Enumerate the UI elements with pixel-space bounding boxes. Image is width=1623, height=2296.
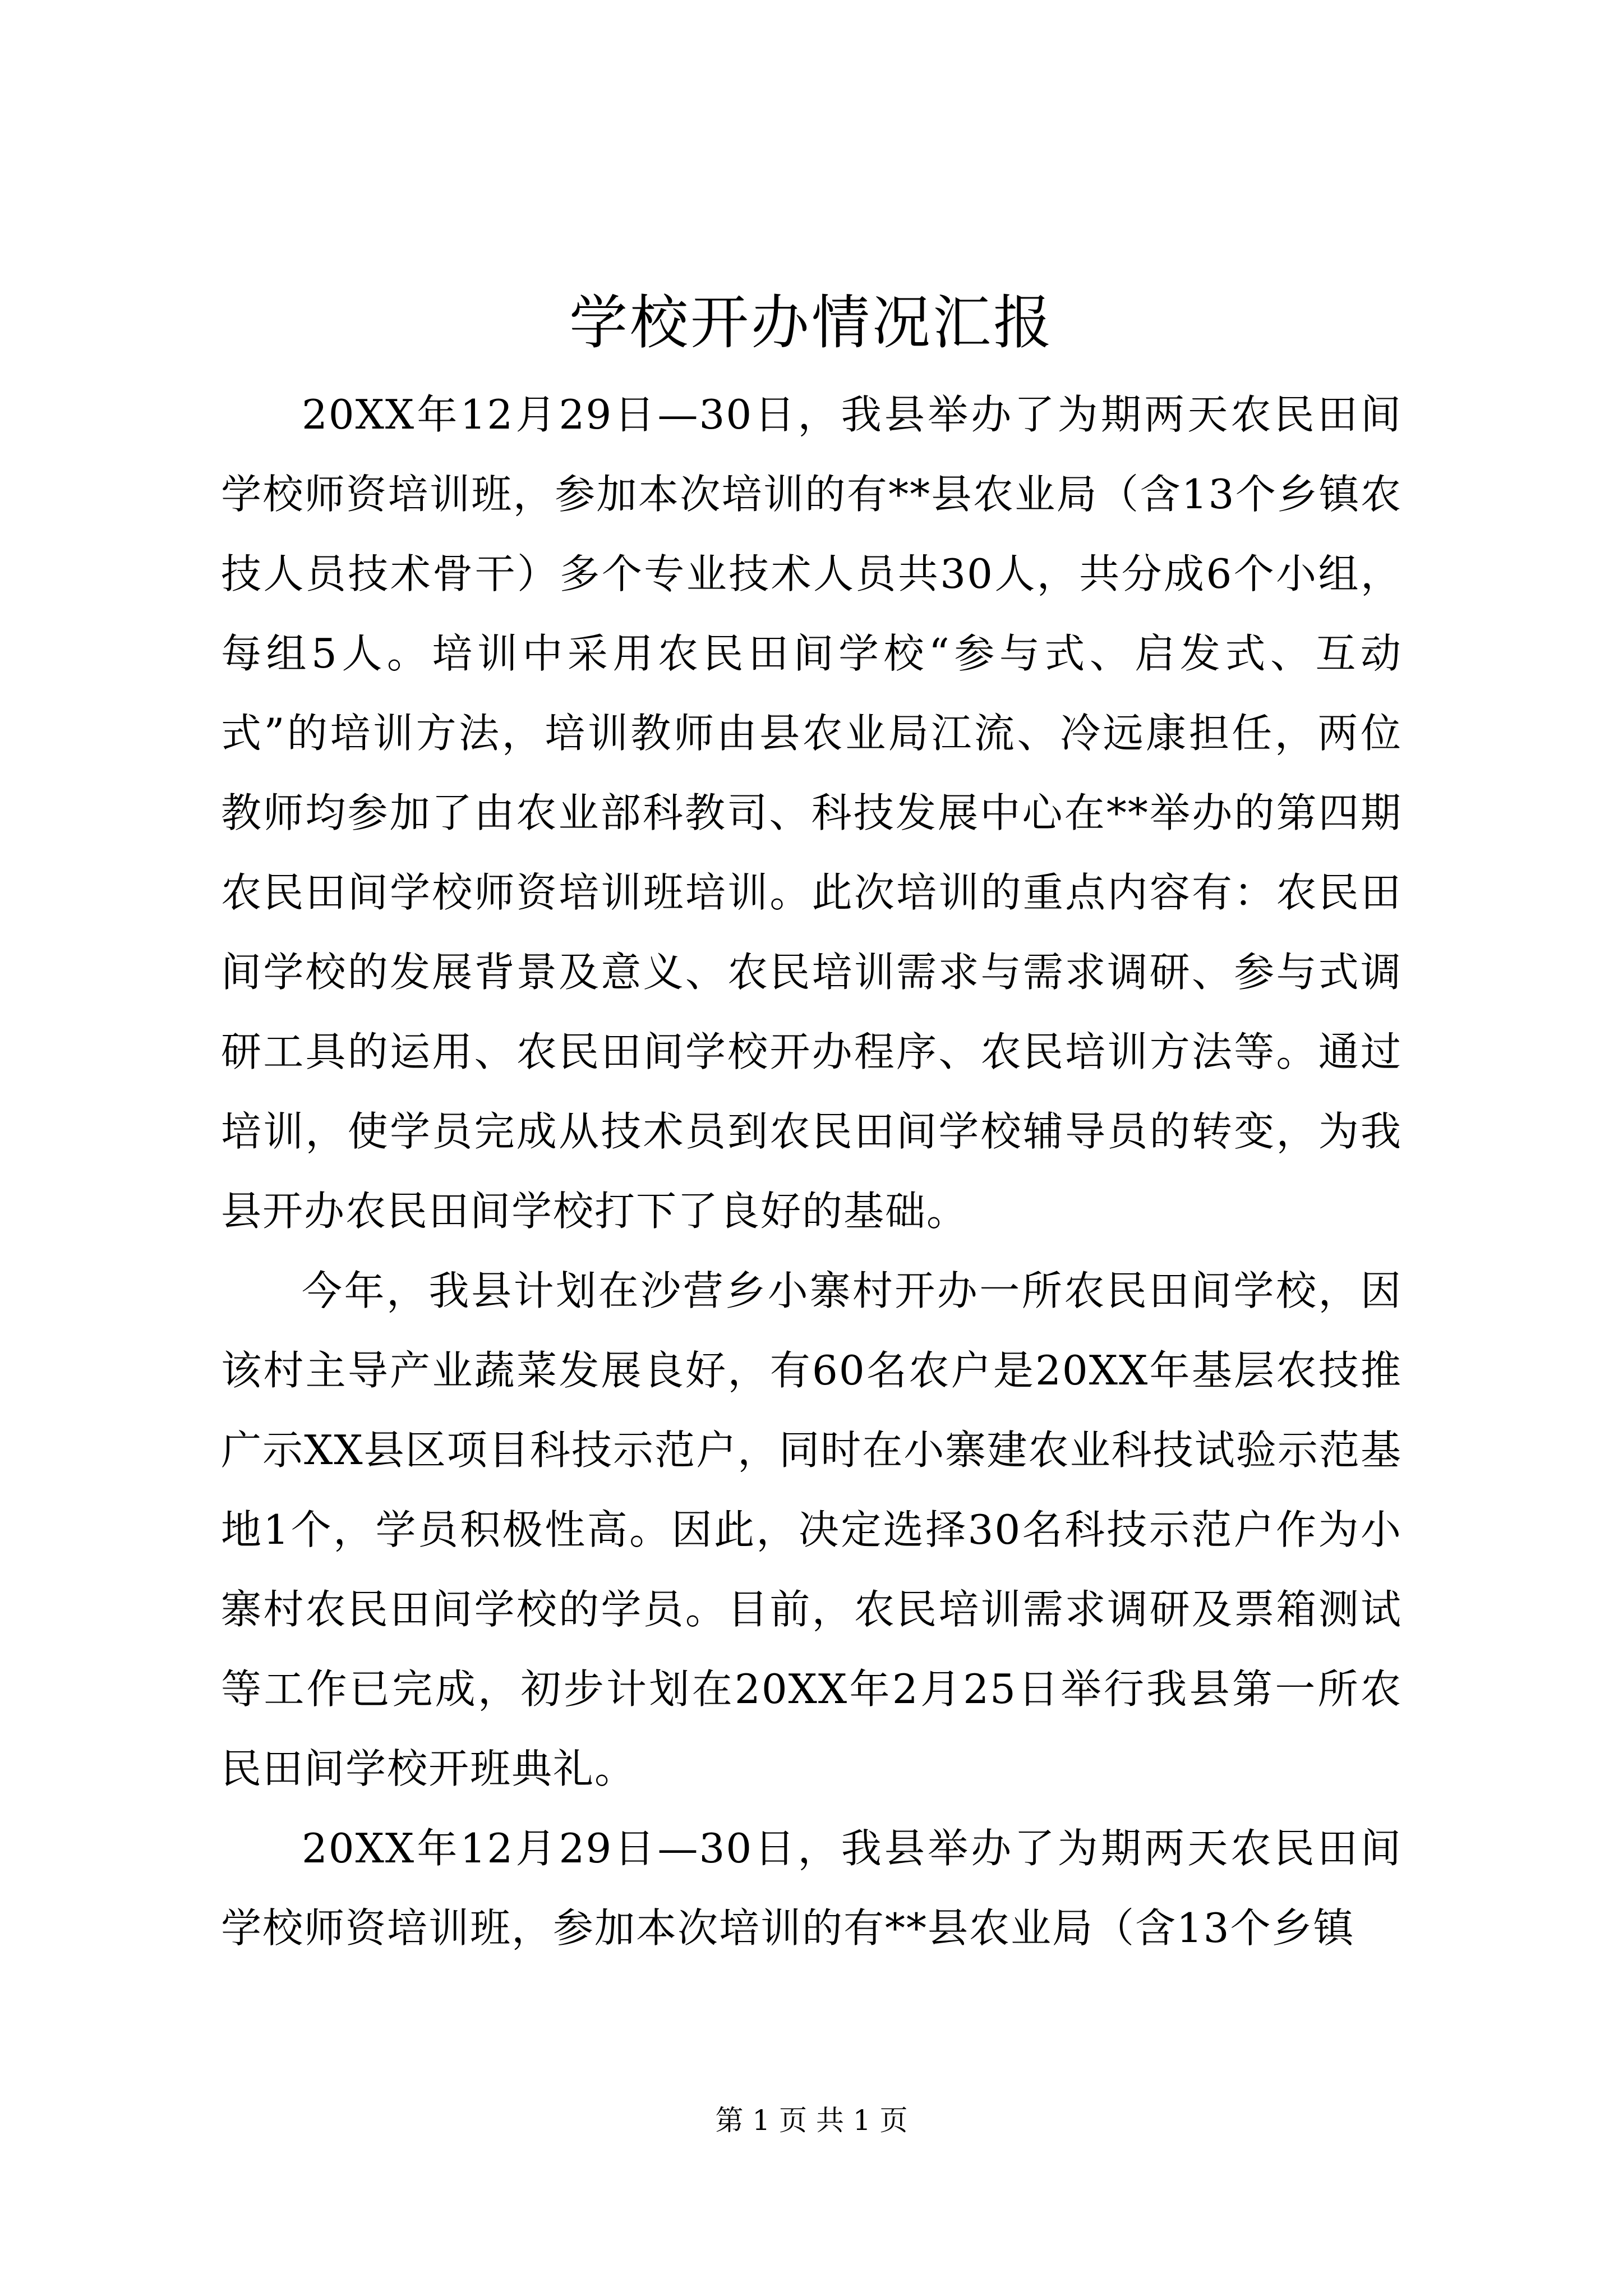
page-number-footer: 第 1 页 共 1 页	[715, 2104, 908, 2137]
paragraph-school-plan: 今年，我县计划在沙营乡小寨村开办一所农民田间学校，因该村主导产业蔬菜发展良好，有60名农户是20XX年基层农技推广示XX县区项目科技示范户，同时在小寨建农业科技试验示范基地1个，学员积极性高。因此，决定选择30名科技示范户作为小寨村农民田间学校的学员。目前，农民培训需求调研及票箱测试等工作已完成，初步计划在20XX年2月25日举行我县第一所农民田间学校开班典礼。	[221, 1267, 1402, 1792]
paragraph-training-summary: 20XX年12月29日—30日，我县举办了为期两天农民田间学校师资培训班，参加本次培训的有**县农业局（含13个乡镇农技人员技术骨干）多个专业技术人员共30人，共分成6个小组，每组5人。培训中采用农民田间学校“参与式、启发式、互动式”的培训方法，培训教师由县农业局江流、冷远康担任，两位教师均参加了由农业部科教司、科技发展中心在**举办的第四期农民田间学校师资培训班培训。此次培训的重点内容有：农民田间学校的发展背景及意义、农民培训需求与需求调研、参与式调研工具的运用、农民田间学校开办程序、农民培训方法等。通过培训，使学员完成从技术员到农民田间学校辅导员的转变，为我县开办农民田间学校打下了良好的基础。	[221, 391, 1402, 1235]
document-title: 学校开办情况汇报	[569, 288, 1054, 357]
document-body	[221, 375, 1402, 1968]
paragraph-repeated-start: 20XX年12月29日—30日，我县举办了为期两天农民田间学校师资培训班，参加本次培训的有**县农业局（含13个乡镇	[221, 1825, 1402, 1952]
